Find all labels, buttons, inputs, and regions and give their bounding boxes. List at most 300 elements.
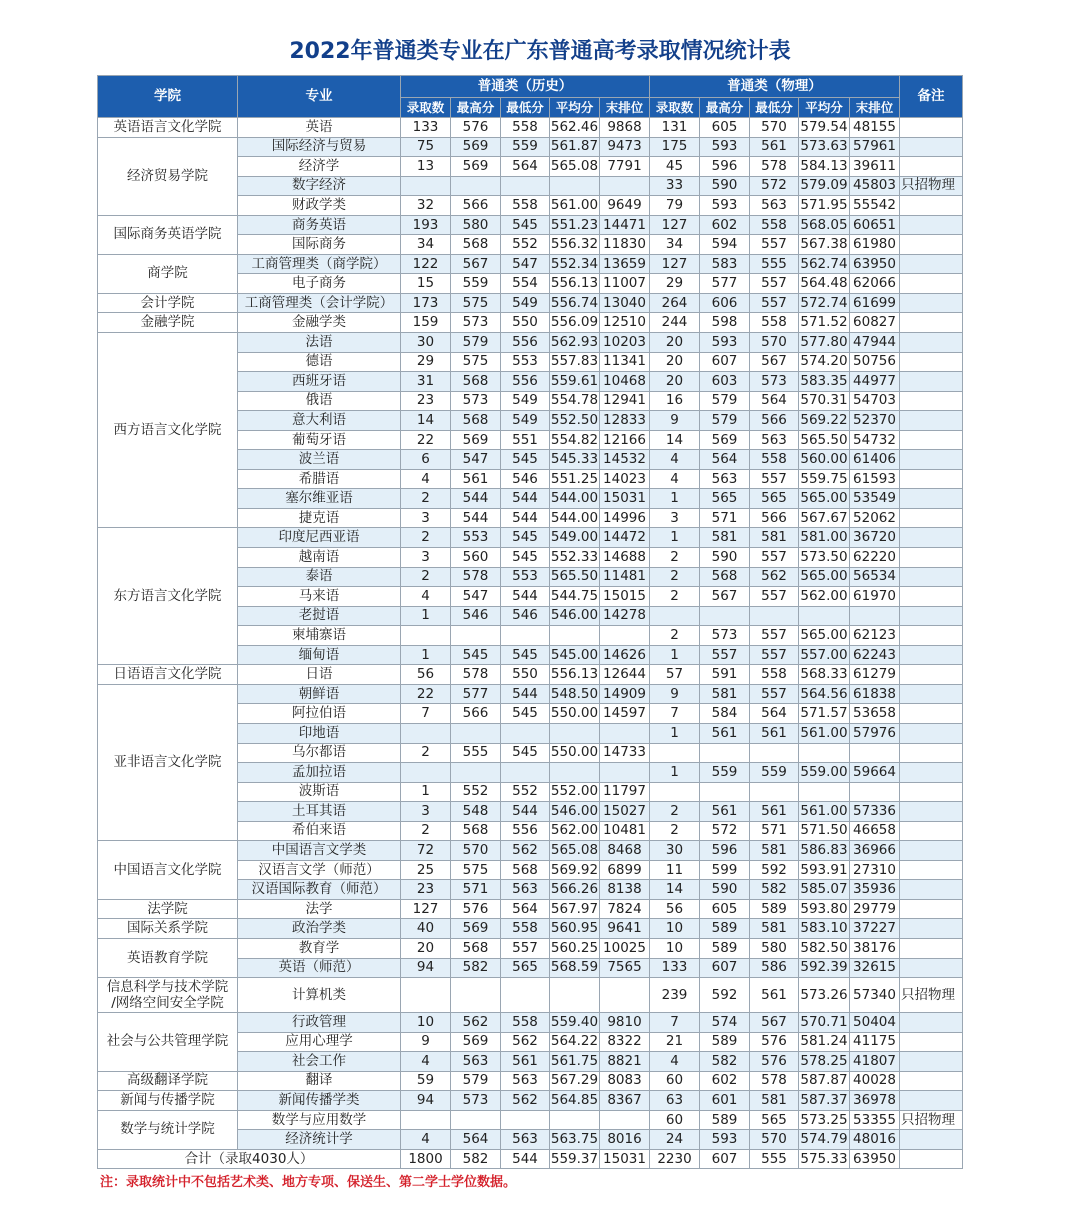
history-cell bbox=[401, 978, 451, 1013]
physics-cell: 57961 bbox=[850, 137, 900, 157]
history-cell: 557.83 bbox=[550, 352, 600, 372]
history-cell: 548 bbox=[451, 802, 501, 822]
history-cell: 561 bbox=[501, 1052, 550, 1072]
history-cell: 8138 bbox=[600, 880, 650, 900]
physics-cell: 239 bbox=[650, 978, 700, 1013]
physics-cell: 57 bbox=[650, 665, 700, 685]
history-cell: 12833 bbox=[600, 411, 650, 431]
total-history-cell: 1800 bbox=[401, 1149, 451, 1169]
history-cell: 563 bbox=[501, 1130, 550, 1150]
major-cell: 越南语 bbox=[238, 548, 401, 568]
major-cell: 英语（师范） bbox=[238, 958, 401, 978]
remark-cell bbox=[900, 899, 963, 919]
physics-cell: 578 bbox=[750, 1071, 799, 1091]
history-cell: 569 bbox=[451, 430, 501, 450]
physics-cell: 583.35 bbox=[799, 372, 850, 392]
physics-cell: 565.00 bbox=[799, 489, 850, 509]
physics-cell bbox=[650, 743, 700, 763]
physics-cell: 127 bbox=[650, 254, 700, 274]
physics-cell: 567 bbox=[750, 1013, 799, 1033]
history-cell: 14688 bbox=[600, 548, 650, 568]
history-cell: 544.00 bbox=[550, 489, 600, 509]
major-cell: 计算机类 bbox=[238, 978, 401, 1013]
table-row bbox=[98, 137, 963, 157]
history-cell bbox=[550, 763, 600, 783]
history-cell: 11830 bbox=[600, 235, 650, 255]
history-cell: 14996 bbox=[600, 508, 650, 528]
physics-cell: 606 bbox=[700, 293, 750, 313]
history-cell bbox=[401, 176, 451, 196]
physics-cell: 579 bbox=[700, 411, 750, 431]
history-cell: 554 bbox=[501, 274, 550, 294]
physics-cell bbox=[650, 782, 700, 802]
subheader-cell: 最高分 bbox=[700, 98, 750, 118]
history-cell: 562.46 bbox=[550, 118, 600, 138]
history-cell: 554.82 bbox=[550, 430, 600, 450]
history-cell: 544.75 bbox=[550, 587, 600, 607]
college-cell: 中国语言文化学院 bbox=[98, 841, 238, 900]
physics-cell: 572 bbox=[750, 176, 799, 196]
major-cell: 行政管理 bbox=[238, 1013, 401, 1033]
physics-cell: 577.80 bbox=[799, 333, 850, 353]
remark-cell bbox=[900, 1130, 963, 1150]
history-cell: 14733 bbox=[600, 743, 650, 763]
major-cell: 希腊语 bbox=[238, 469, 401, 489]
major-cell: 波兰语 bbox=[238, 450, 401, 470]
physics-cell: 573.26 bbox=[799, 978, 850, 1013]
physics-cell: 561.00 bbox=[799, 723, 850, 743]
physics-cell: 594 bbox=[700, 235, 750, 255]
remark-cell bbox=[900, 841, 963, 861]
table-row bbox=[98, 1091, 963, 1111]
page-title: 2022年普通类专业在广东普通高考录取情况统计表 bbox=[289, 39, 791, 64]
history-cell: 8468 bbox=[600, 841, 650, 861]
history-cell: 544.00 bbox=[550, 508, 600, 528]
total-remark-cell bbox=[900, 1149, 963, 1169]
history-cell: 568 bbox=[501, 860, 550, 880]
physics-cell: 571.57 bbox=[799, 704, 850, 724]
history-cell: 567 bbox=[451, 254, 501, 274]
history-cell: 14597 bbox=[600, 704, 650, 724]
physics-cell: 60 bbox=[650, 1071, 700, 1091]
physics-cell: 561.00 bbox=[799, 802, 850, 822]
major-cell: 印地语 bbox=[238, 723, 401, 743]
table-row bbox=[98, 293, 963, 313]
history-cell: 549.00 bbox=[550, 528, 600, 548]
physics-cell: 562.74 bbox=[799, 254, 850, 274]
physics-cell: 601 bbox=[700, 1091, 750, 1111]
history-cell bbox=[401, 626, 451, 646]
history-cell: 569 bbox=[451, 919, 501, 939]
physics-cell: 607 bbox=[700, 352, 750, 372]
physics-cell: 16 bbox=[650, 391, 700, 411]
major-cell: 汉语言文学（师范） bbox=[238, 860, 401, 880]
history-cell: 545.00 bbox=[550, 645, 600, 665]
history-cell: 544 bbox=[451, 489, 501, 509]
physics-cell: 36966 bbox=[850, 841, 900, 861]
history-cell bbox=[451, 978, 501, 1013]
physics-cell: 131 bbox=[650, 118, 700, 138]
physics-cell: 583 bbox=[700, 254, 750, 274]
physics-cell: 584 bbox=[700, 704, 750, 724]
physics-cell: 61838 bbox=[850, 684, 900, 704]
history-cell: 2 bbox=[401, 567, 451, 587]
physics-cell: 587.37 bbox=[799, 1091, 850, 1111]
history-cell: 571 bbox=[451, 880, 501, 900]
history-cell: 14472 bbox=[600, 528, 650, 548]
history-cell: 159 bbox=[401, 313, 451, 333]
physics-cell: 579.09 bbox=[799, 176, 850, 196]
physics-cell: 557 bbox=[750, 293, 799, 313]
history-cell: 562 bbox=[501, 1091, 550, 1111]
history-cell: 562.00 bbox=[550, 821, 600, 841]
history-cell: 551 bbox=[501, 430, 550, 450]
physics-cell: 558 bbox=[750, 313, 799, 333]
physics-cell: 21 bbox=[650, 1032, 700, 1052]
history-cell: 30 bbox=[401, 333, 451, 353]
physics-cell: 574.79 bbox=[799, 1130, 850, 1150]
history-cell: 59 bbox=[401, 1071, 451, 1091]
physics-cell: 62220 bbox=[850, 548, 900, 568]
physics-cell: 568.05 bbox=[799, 215, 850, 235]
history-cell: 14471 bbox=[600, 215, 650, 235]
history-cell: 9 bbox=[401, 1032, 451, 1052]
history-cell: 573 bbox=[451, 391, 501, 411]
history-cell: 9649 bbox=[600, 196, 650, 216]
history-cell: 544 bbox=[501, 489, 550, 509]
physics-cell: 602 bbox=[700, 215, 750, 235]
physics-cell: 1 bbox=[650, 528, 700, 548]
total-history-cell: 544 bbox=[501, 1149, 550, 1169]
history-cell: 559 bbox=[501, 137, 550, 157]
physics-cell: 569 bbox=[700, 430, 750, 450]
physics-cell: 61279 bbox=[850, 665, 900, 685]
history-cell: 544 bbox=[501, 684, 550, 704]
physics-cell: 44977 bbox=[850, 372, 900, 392]
physics-cell: 563 bbox=[750, 430, 799, 450]
physics-cell: 1 bbox=[650, 723, 700, 743]
history-cell: 15 bbox=[401, 274, 451, 294]
table-row bbox=[98, 528, 963, 548]
physics-cell: 40028 bbox=[850, 1071, 900, 1091]
history-cell: 7 bbox=[401, 704, 451, 724]
physics-cell: 567 bbox=[750, 352, 799, 372]
history-cell: 566 bbox=[451, 196, 501, 216]
history-cell: 579 bbox=[451, 1071, 501, 1091]
history-cell: 56 bbox=[401, 665, 451, 685]
physics-cell: 564.48 bbox=[799, 274, 850, 294]
remark-cell bbox=[900, 606, 963, 626]
history-cell bbox=[401, 1110, 451, 1130]
history-cell: 545 bbox=[501, 645, 550, 665]
major-cell: 数学与应用数学 bbox=[238, 1110, 401, 1130]
history-cell: 15031 bbox=[600, 489, 650, 509]
physics-cell: 61593 bbox=[850, 469, 900, 489]
remark-cell bbox=[900, 880, 963, 900]
physics-cell bbox=[750, 606, 799, 626]
history-cell: 133 bbox=[401, 118, 451, 138]
history-cell: 551.23 bbox=[550, 215, 600, 235]
history-cell: 559 bbox=[451, 274, 501, 294]
remark-cell bbox=[900, 489, 963, 509]
physics-cell: 598 bbox=[700, 313, 750, 333]
history-cell: 562.93 bbox=[550, 333, 600, 353]
physics-cell: 2 bbox=[650, 567, 700, 587]
physics-cell: 48155 bbox=[850, 118, 900, 138]
history-cell: 15027 bbox=[600, 802, 650, 822]
history-cell: 568 bbox=[451, 938, 501, 958]
history-cell: 558 bbox=[501, 118, 550, 138]
physics-cell: 565 bbox=[750, 1110, 799, 1130]
remark-cell: 只招物理 bbox=[900, 1110, 963, 1130]
remark-cell bbox=[900, 802, 963, 822]
history-cell: 578 bbox=[451, 567, 501, 587]
history-cell: 545.33 bbox=[550, 450, 600, 470]
history-cell: 549 bbox=[501, 411, 550, 431]
remark-cell bbox=[900, 743, 963, 763]
physics-cell: 53355 bbox=[850, 1110, 900, 1130]
physics-cell: 567.38 bbox=[799, 235, 850, 255]
physics-cell: 596 bbox=[700, 157, 750, 177]
physics-cell: 56534 bbox=[850, 567, 900, 587]
physics-cell: 565 bbox=[750, 489, 799, 509]
remark-cell bbox=[900, 196, 963, 216]
history-cell: 565.08 bbox=[550, 157, 600, 177]
subheader-cell: 录取数 bbox=[650, 98, 700, 118]
history-cell: 567.29 bbox=[550, 1071, 600, 1091]
history-cell: 569.92 bbox=[550, 860, 600, 880]
history-cell: 549 bbox=[501, 391, 550, 411]
physics-cell: 561 bbox=[700, 723, 750, 743]
history-cell: 568 bbox=[451, 235, 501, 255]
history-cell: 94 bbox=[401, 958, 451, 978]
table-row bbox=[98, 1071, 963, 1091]
physics-cell: 558 bbox=[750, 665, 799, 685]
college-line: 信息科学与技术学院 bbox=[106, 979, 229, 996]
physics-cell: 557 bbox=[750, 235, 799, 255]
history-cell: 556 bbox=[501, 333, 550, 353]
history-cell: 560.25 bbox=[550, 938, 600, 958]
physics-cell: 605 bbox=[700, 899, 750, 919]
remark-cell: 只招物理 bbox=[900, 978, 963, 1013]
physics-cell: 54703 bbox=[850, 391, 900, 411]
history-cell: 570 bbox=[451, 841, 501, 861]
subheader-cell: 平均分 bbox=[799, 98, 850, 118]
physics-cell: 34 bbox=[650, 235, 700, 255]
physics-cell: 52062 bbox=[850, 508, 900, 528]
physics-cell: 568 bbox=[700, 567, 750, 587]
history-cell: 553 bbox=[451, 528, 501, 548]
physics-cell: 589 bbox=[700, 938, 750, 958]
physics-cell: 557 bbox=[750, 645, 799, 665]
major-cell: 老挝语 bbox=[238, 606, 401, 626]
physics-cell: 573 bbox=[750, 372, 799, 392]
history-cell: 11341 bbox=[600, 352, 650, 372]
history-cell: 4 bbox=[401, 1052, 451, 1072]
history-cell: 545 bbox=[501, 704, 550, 724]
history-cell: 9868 bbox=[600, 118, 650, 138]
header-history: 普通类（历史） bbox=[401, 76, 650, 98]
physics-cell bbox=[799, 606, 850, 626]
remark-cell bbox=[900, 860, 963, 880]
history-cell: 29 bbox=[401, 352, 451, 372]
remark-cell bbox=[900, 137, 963, 157]
history-cell: 569 bbox=[451, 137, 501, 157]
history-cell: 6 bbox=[401, 450, 451, 470]
history-cell: 13040 bbox=[600, 293, 650, 313]
physics-cell: 4 bbox=[650, 469, 700, 489]
physics-cell: 580 bbox=[750, 938, 799, 958]
physics-cell: 1 bbox=[650, 645, 700, 665]
remark-cell bbox=[900, 508, 963, 528]
physics-cell: 560.00 bbox=[799, 450, 850, 470]
history-cell: 544 bbox=[501, 508, 550, 528]
physics-cell: 578 bbox=[750, 157, 799, 177]
physics-cell: 63 bbox=[650, 1091, 700, 1111]
physics-cell: 576 bbox=[750, 1052, 799, 1072]
physics-cell: 41175 bbox=[850, 1032, 900, 1052]
physics-cell: 54732 bbox=[850, 430, 900, 450]
physics-cell: 62243 bbox=[850, 645, 900, 665]
physics-cell: 60651 bbox=[850, 215, 900, 235]
physics-cell: 37227 bbox=[850, 919, 900, 939]
physics-cell bbox=[750, 782, 799, 802]
remark-cell bbox=[900, 293, 963, 313]
physics-cell: 584.13 bbox=[799, 157, 850, 177]
remark-cell bbox=[900, 313, 963, 333]
history-cell: 580 bbox=[451, 215, 501, 235]
history-cell: 555 bbox=[451, 743, 501, 763]
table-row bbox=[98, 118, 963, 138]
college-cell: 新闻与传播学院 bbox=[98, 1091, 238, 1111]
physics-cell bbox=[850, 606, 900, 626]
physics-cell: 573.63 bbox=[799, 137, 850, 157]
table-row bbox=[98, 1110, 963, 1130]
subheader-cell: 录取数 bbox=[401, 98, 451, 118]
history-cell: 9473 bbox=[600, 137, 650, 157]
total-label: 合计（录取4030人） bbox=[98, 1149, 401, 1169]
history-cell: 122 bbox=[401, 254, 451, 274]
remark-cell bbox=[900, 528, 963, 548]
history-cell: 556.13 bbox=[550, 665, 600, 685]
remark-cell bbox=[900, 274, 963, 294]
remark-cell bbox=[900, 763, 963, 783]
history-cell: 15015 bbox=[600, 587, 650, 607]
physics-cell: 53658 bbox=[850, 704, 900, 724]
physics-cell: 61699 bbox=[850, 293, 900, 313]
physics-cell: 4 bbox=[650, 450, 700, 470]
physics-cell: 2 bbox=[650, 802, 700, 822]
remark-cell bbox=[900, 567, 963, 587]
physics-cell: 557 bbox=[750, 587, 799, 607]
major-cell: 经济统计学 bbox=[238, 1130, 401, 1150]
physics-cell: 30 bbox=[650, 841, 700, 861]
major-cell: 国际商务 bbox=[238, 235, 401, 255]
physics-cell: 2 bbox=[650, 626, 700, 646]
history-cell: 31 bbox=[401, 372, 451, 392]
physics-cell: 10 bbox=[650, 919, 700, 939]
history-cell: 562 bbox=[501, 1032, 550, 1052]
history-cell: 582 bbox=[451, 958, 501, 978]
physics-cell: 63950 bbox=[850, 254, 900, 274]
physics-cell: 45 bbox=[650, 157, 700, 177]
header-remark: 备注 bbox=[900, 76, 963, 118]
physics-cell: 570 bbox=[750, 333, 799, 353]
physics-cell: 570 bbox=[750, 1130, 799, 1150]
physics-cell: 9 bbox=[650, 684, 700, 704]
physics-cell: 244 bbox=[650, 313, 700, 333]
physics-cell: 36720 bbox=[850, 528, 900, 548]
table-row bbox=[98, 254, 963, 274]
major-cell: 数字经济 bbox=[238, 176, 401, 196]
physics-cell: 50404 bbox=[850, 1013, 900, 1033]
physics-cell: 561 bbox=[750, 978, 799, 1013]
physics-cell: 577 bbox=[700, 274, 750, 294]
major-cell: 朝鲜语 bbox=[238, 684, 401, 704]
physics-cell: 52370 bbox=[850, 411, 900, 431]
physics-cell: 11 bbox=[650, 860, 700, 880]
total-row bbox=[98, 1149, 963, 1169]
history-cell bbox=[600, 723, 650, 743]
history-cell: 11797 bbox=[600, 782, 650, 802]
physics-cell: 557 bbox=[750, 469, 799, 489]
physics-cell: 561 bbox=[750, 802, 799, 822]
physics-cell: 593 bbox=[700, 333, 750, 353]
physics-cell: 563 bbox=[750, 196, 799, 216]
history-cell: 550 bbox=[501, 665, 550, 685]
history-cell: 10481 bbox=[600, 821, 650, 841]
major-cell: 希伯来语 bbox=[238, 821, 401, 841]
remark-cell bbox=[900, 411, 963, 431]
remark-cell bbox=[900, 919, 963, 939]
physics-cell: 45803 bbox=[850, 176, 900, 196]
physics-cell: 570.31 bbox=[799, 391, 850, 411]
physics-cell: 583.10 bbox=[799, 919, 850, 939]
history-cell: 564 bbox=[501, 157, 550, 177]
history-cell: 563 bbox=[501, 1071, 550, 1091]
header-physics: 普通类（物理） bbox=[650, 76, 900, 98]
table-row bbox=[98, 899, 963, 919]
history-cell: 127 bbox=[401, 899, 451, 919]
physics-cell: 564 bbox=[700, 450, 750, 470]
history-cell: 551.25 bbox=[550, 469, 600, 489]
remark-cell bbox=[900, 333, 963, 353]
history-cell: 11481 bbox=[600, 567, 650, 587]
major-cell: 商务英语 bbox=[238, 215, 401, 235]
physics-cell: 566 bbox=[750, 411, 799, 431]
history-cell: 544 bbox=[501, 802, 550, 822]
physics-cell: 61406 bbox=[850, 450, 900, 470]
history-cell bbox=[501, 978, 550, 1013]
major-cell: 金融学类 bbox=[238, 313, 401, 333]
history-cell bbox=[600, 626, 650, 646]
major-cell: 财政学类 bbox=[238, 196, 401, 216]
table-row bbox=[98, 313, 963, 333]
subheader-cell: 末排位 bbox=[850, 98, 900, 118]
physics-cell: 565.50 bbox=[799, 430, 850, 450]
history-cell: 4 bbox=[401, 587, 451, 607]
physics-cell: 29 bbox=[650, 274, 700, 294]
history-cell: 13 bbox=[401, 157, 451, 177]
history-cell: 549 bbox=[501, 293, 550, 313]
college-cell: 高级翻译学院 bbox=[98, 1071, 238, 1091]
physics-cell: 7 bbox=[650, 1013, 700, 1033]
history-cell: 547 bbox=[501, 254, 550, 274]
history-cell: 546 bbox=[451, 606, 501, 626]
major-cell: 塞尔维亚语 bbox=[238, 489, 401, 509]
physics-cell: 607 bbox=[700, 958, 750, 978]
physics-cell: 61980 bbox=[850, 235, 900, 255]
